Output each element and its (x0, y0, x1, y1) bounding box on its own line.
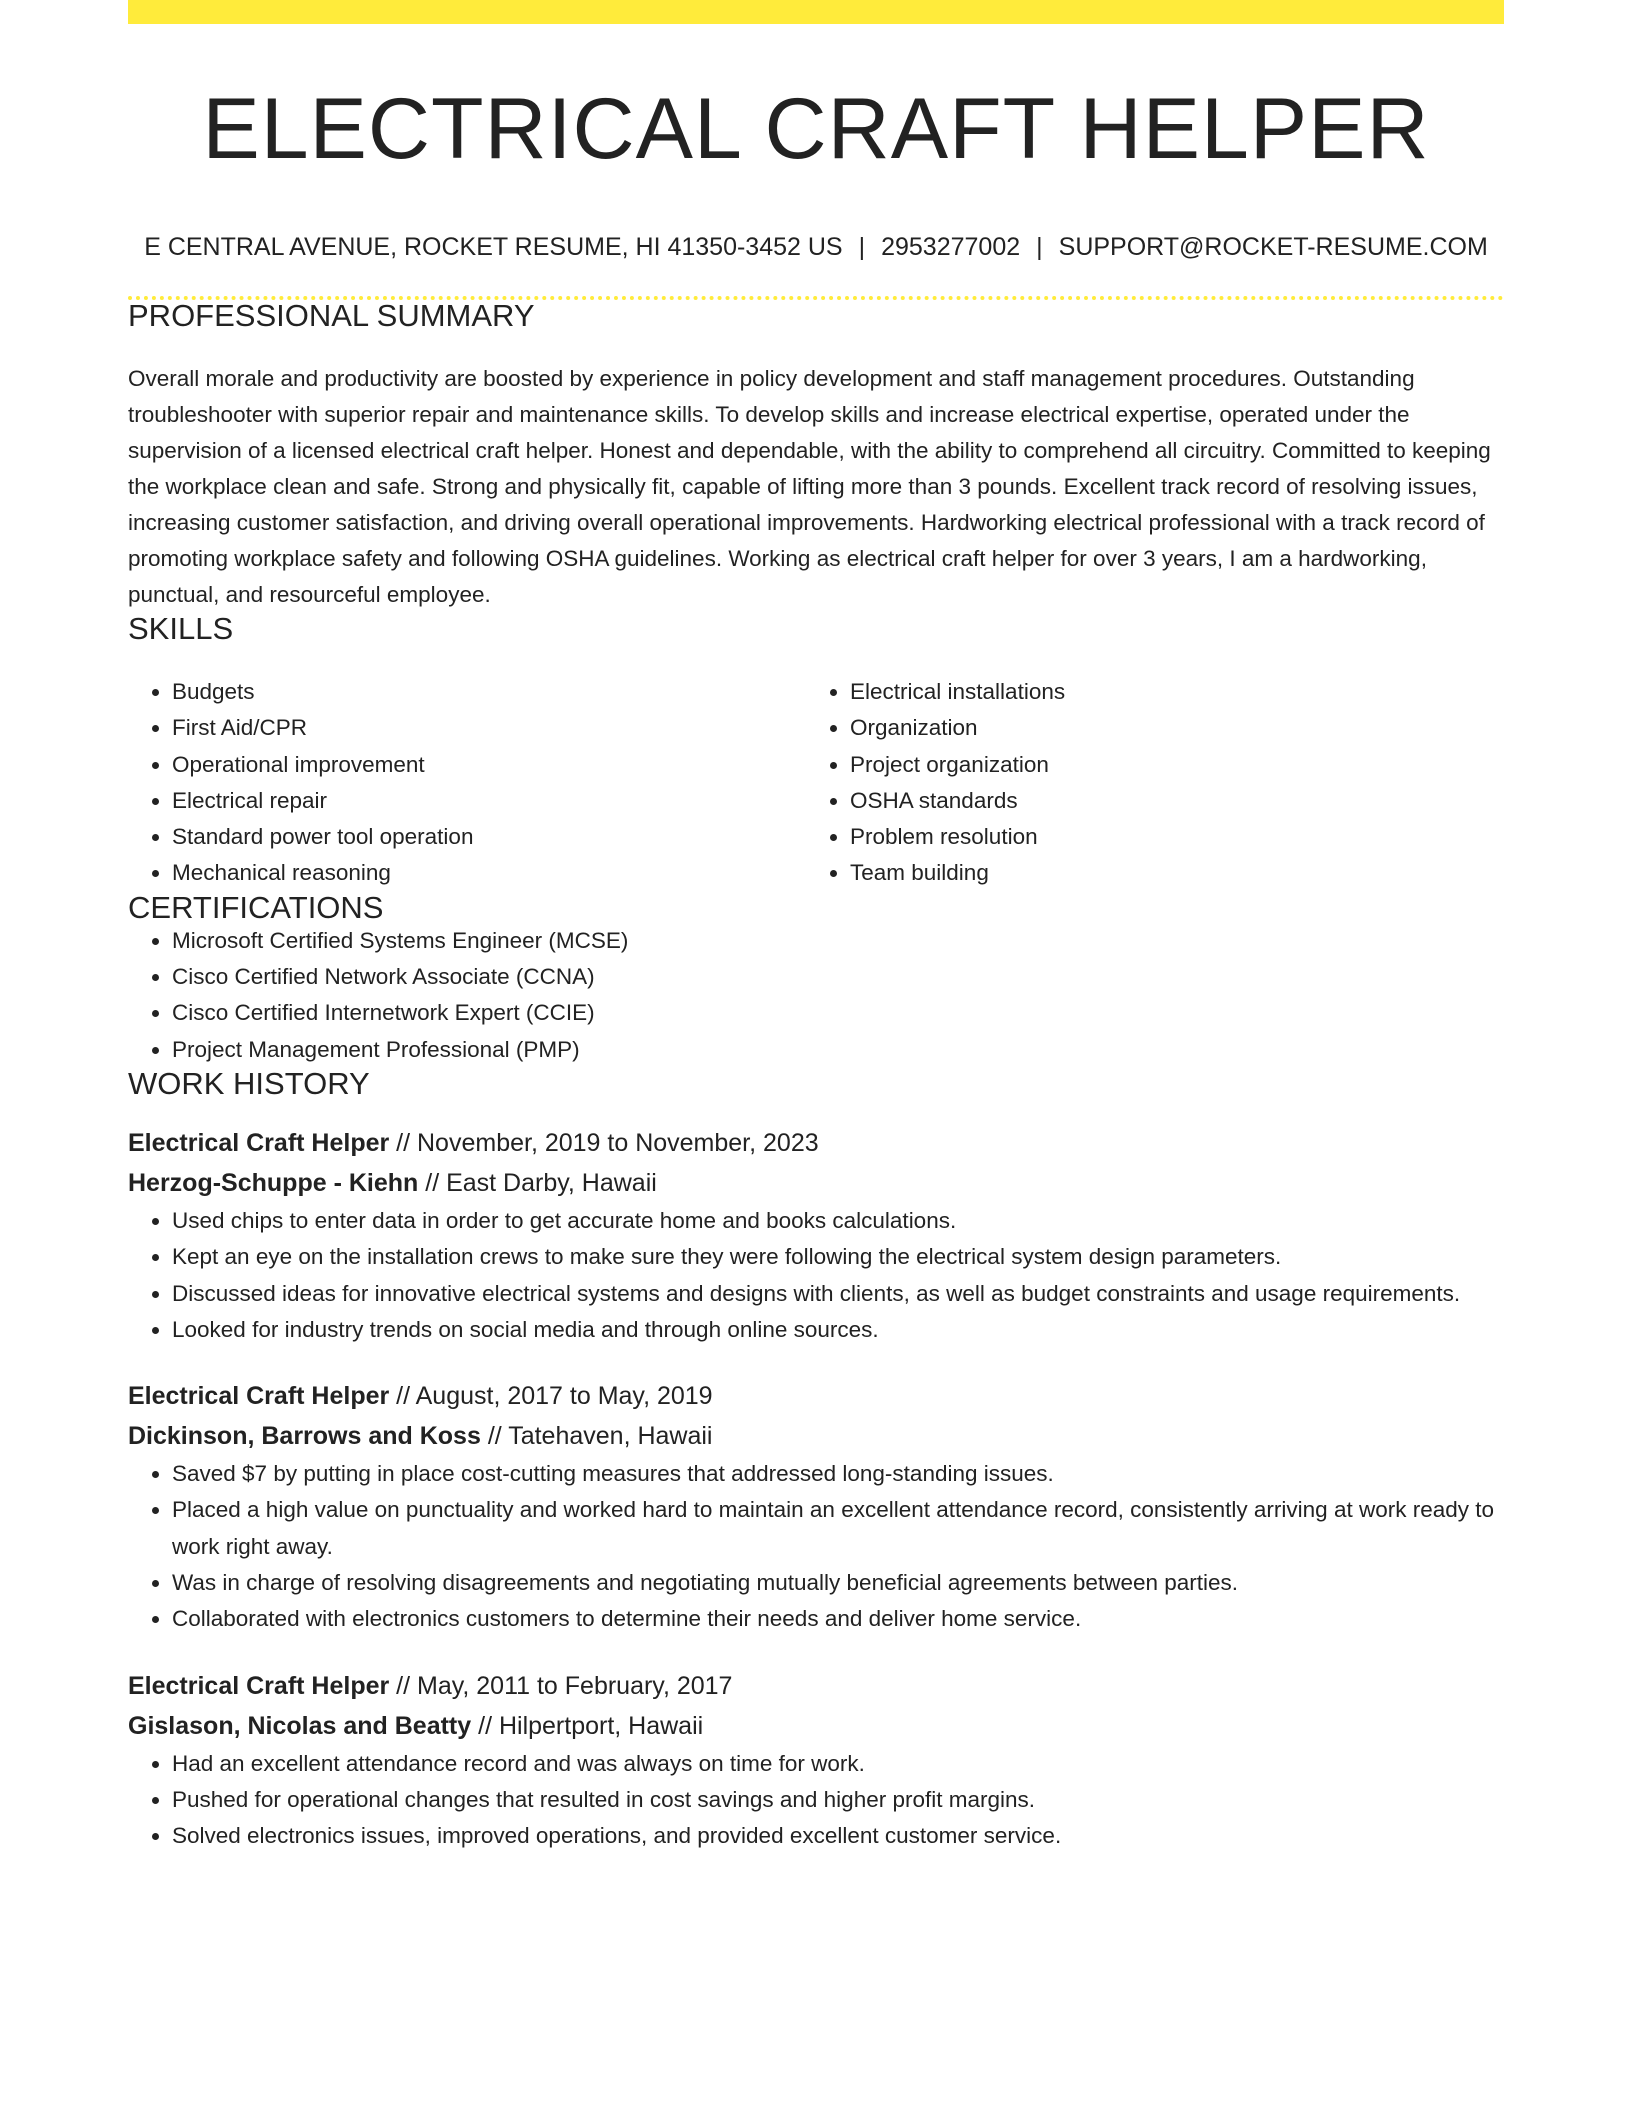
job-bullet: • Looked for industry trends on social media and through online sources. (172, 1312, 1504, 1348)
job-bullet: • Discussed ideas for innovative electrical systems and designs with clients, as well as budget constraints and usage requirements. (172, 1276, 1504, 1312)
skill-item: • Problem resolution (850, 819, 1484, 855)
top-accent-bar (128, 0, 1504, 24)
resume-name: ELECTRICAL CRAFT HELPER (202, 81, 1430, 177)
job-bullet: • Used chips to enter data in order to get accurate home and books calculations. (172, 1203, 1504, 1239)
job-bullet-list (128, 1746, 1504, 1855)
resume-page (128, 0, 1504, 1855)
skill-item: • Operational improvement (172, 747, 806, 783)
certification-item: • Cisco Certified Internetwork Expert (CCIE) (172, 995, 1504, 1031)
job-entry (128, 1376, 1504, 1456)
work-history-heading: WORK HISTORY (128, 1065, 370, 1101)
job-bullet: • Solved electronics issues, improved operations, and provided excellent customer service. (172, 1818, 1504, 1854)
certifications-heading: CERTIFICATIONS (128, 889, 384, 925)
job-bullet-list (128, 1456, 1504, 1637)
job-bullet: • Kept an eye on the installation crews to make sure they were following the electrical system design parameters. (172, 1239, 1504, 1275)
skill-item: • Electrical installations (850, 674, 1484, 710)
job-role: Electrical Craft Helper (128, 1382, 390, 1411)
skill-item: • Standard power tool operation (172, 819, 806, 855)
job-location: // Hilpertport, Hawaii (471, 1711, 704, 1740)
skills-left-list (128, 674, 806, 892)
skill-item: • Budgets (172, 674, 806, 710)
job-company: Herzog-Schuppe - Kiehn (128, 1168, 419, 1197)
contact-line (128, 235, 1504, 260)
job-dates: // November, 2019 to November, 2023 (389, 1128, 819, 1157)
job-dates: // May, 2011 to February, 2017 (389, 1671, 733, 1700)
certification-item: • Microsoft Certified Systems Engineer (MCSE) (172, 923, 1504, 959)
contact-address: E CENTRAL AVENUE, ROCKET RESUME, HI 41350-3452 US (144, 233, 843, 261)
job-location: // Tatehaven, Hawaii (480, 1422, 713, 1451)
job-bullet: • Placed a high value on punctuality and worked hard to maintain an excellent attendance record, consistently arriving at work ready to work right away. (172, 1492, 1504, 1565)
job-bullet: • Had an excellent attendance record and was always on time for work. (172, 1746, 1504, 1782)
skills-columns (128, 674, 1504, 892)
skill-item: • Electrical repair (172, 783, 806, 819)
certification-item: • Cisco Certified Network Associate (CCNA) (172, 959, 1504, 995)
skills-right-list (806, 674, 1484, 892)
skill-item: • First Aid/CPR (172, 710, 806, 746)
job-entry (128, 1123, 1504, 1203)
job-location: // East Darby, Hawaii (418, 1168, 657, 1197)
certifications-list (128, 923, 1504, 1068)
job-bullet: • Was in charge of resolving disagreements and negotiating mutually beneficial agreements between parties. (172, 1565, 1504, 1601)
skills-right-column (806, 674, 1484, 892)
job-company-line (128, 1706, 1504, 1746)
skill-item: • Organization (850, 710, 1484, 746)
job-bullet-list (128, 1203, 1504, 1348)
contact-email[interactable]: SUPPORT@ROCKET-RESUME.COM (1058, 233, 1488, 261)
skill-item: • Mechanical reasoning (172, 855, 806, 891)
job-title-line (128, 1666, 1504, 1706)
job-bullet: • Saved $7 by putting in place cost-cutting measures that addressed long-standing issues. (172, 1456, 1504, 1492)
summary-heading: PROFESSIONAL SUMMARY (128, 298, 535, 333)
contact-phone: 2953277002 (881, 233, 1021, 261)
job-dates: // August, 2017 to May, 2019 (389, 1382, 713, 1411)
job-role: Electrical Craft Helper (128, 1128, 390, 1157)
job-bullet: • Pushed for operational changes that resulted in cost savings and higher profit margins. (172, 1782, 1504, 1818)
job-bullet: • Collaborated with electronics customers to determine their needs and deliver home service. (172, 1601, 1504, 1637)
job-title-line (128, 1376, 1504, 1416)
job-title-line (128, 1123, 1504, 1163)
job-entry (128, 1666, 1504, 1746)
skill-item: • Project organization (850, 747, 1484, 783)
contact-separator: | (858, 233, 866, 261)
job-role: Electrical Craft Helper (128, 1671, 390, 1700)
job-company: Gislason, Nicolas and Beatty (128, 1711, 472, 1740)
skill-item: • OSHA standards (850, 783, 1484, 819)
job-company-line (128, 1163, 1504, 1203)
skill-item: • Team building (850, 855, 1484, 891)
summary-text: Overall morale and productivity are boosted by experience in policy development and staff management procedures. Outstanding troubleshooter with superior repair and maintenance skills. To develop skills and increase electrical expertise, operated under the supervision of a licensed electrical craft helper. Honest and dependable, with the ability to comprehend all circuitry. Committed to keeping the workplace clean and safe. Strong and physically fit, capable of lifting more than 3 pounds. Excellent track record of resolving issues, increasing customer satisfaction, and driving overall operational improvements. Hardworking electrical professional with a track record of promoting workplace safety and following OSHA guidelines. Working as electrical craft helper for over 3 years, I am a hardworking, punctual, and resourceful employee. (128, 366, 1491, 607)
skills-heading: SKILLS (128, 611, 234, 646)
job-company-line (128, 1416, 1504, 1456)
skills-left-column (128, 674, 806, 892)
contact-separator: | (1036, 233, 1043, 261)
certification-item: • Project Management Professional (PMP) (172, 1032, 1504, 1068)
job-company: Dickinson, Barrows and Koss (128, 1422, 481, 1451)
